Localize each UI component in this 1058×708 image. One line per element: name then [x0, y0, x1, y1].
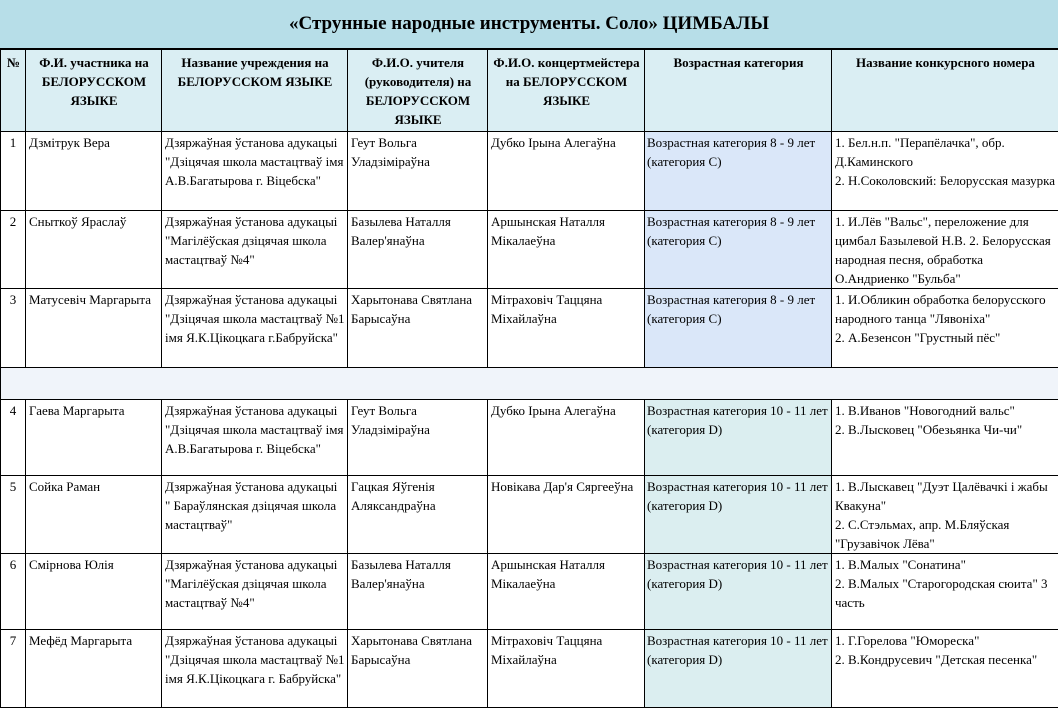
- accompanist-name: Дубко Ірына Алегаўна: [488, 400, 645, 476]
- row-num: 3: [1, 289, 26, 368]
- teacher-name: Геут Вольга Уладзіміраўна: [348, 132, 488, 211]
- teacher-name: Базылева Наталля Валер'янаўна: [348, 211, 488, 289]
- header-num: №: [1, 50, 26, 132]
- separator-cell: [26, 368, 162, 400]
- participant-name: Сныткоў Яраслаў: [26, 211, 162, 289]
- row-num: 2: [1, 211, 26, 289]
- school-name: Дзяржаўная ўстанова адукацыі "Магілёўская дзіцячая школа мастацтваў №4": [162, 211, 348, 289]
- age-category: Возрастная категория 8 - 9 лет (категория С): [645, 132, 832, 211]
- row-num: 5: [1, 476, 26, 554]
- table-row: [1, 476, 1058, 554]
- header-age: Возрастная категория: [645, 50, 832, 132]
- separator-cell: [348, 368, 488, 400]
- row-num: 6: [1, 554, 26, 630]
- school-name: Дзяржаўная ўстанова адукацыі "Дзіцячая школа мастацтваў імя А.В.Багатырова г. Віцебска": [162, 400, 348, 476]
- repertoire-item: 2. С.Стэльмах, апр. М.Бляўская "Грузавічок Лёва": [835, 515, 1056, 553]
- repertoire-item: 2. Н.Соколовский: Белорусская мазурка: [835, 171, 1056, 190]
- table-row: [1, 132, 1058, 211]
- separator-cell: [162, 368, 348, 400]
- table-row: [1, 554, 1058, 630]
- repertoire: [832, 630, 1058, 708]
- teacher-name: Гацкая Яўгенія Аляксандраўна: [348, 476, 488, 554]
- repertoire: [832, 289, 1058, 368]
- accompanist-name: Мітраховіч Таццяна Міхайлаўна: [488, 630, 645, 708]
- repertoire: [832, 400, 1058, 476]
- accompanist-name: Новікава Дар'я Сяргееўна: [488, 476, 645, 554]
- separator-cell: [832, 368, 1058, 400]
- separator-cell: [488, 368, 645, 400]
- repertoire-item: 1. Бел.н.п. "Перапёлачка", обр. Д.Каминского: [835, 133, 1056, 171]
- header-accompanist: Ф.И.О. концертмейстера на БЕЛОРУССКОМ ЯЗЫКЕ: [488, 50, 645, 132]
- participant-name: Мефёд Маргарыта: [26, 630, 162, 708]
- repertoire-item: 1. В.Лыскавец "Дуэт Цалёвачкі і жабы Квакуна": [835, 477, 1056, 515]
- header-school: Название учреждения на БЕЛОРУССКОМ ЯЗЫКЕ: [162, 50, 348, 132]
- header-name: Ф.И. участника на БЕЛОРУССКОМ ЯЗЫКЕ: [26, 50, 162, 132]
- age-category: Возрастная категория 10 - 11 лет (категория D): [645, 554, 832, 630]
- school-name: Дзяржаўная ўстанова адукацыі "Дзіцячая школа мастацтваў №1 імя Я.К.Цікоцкага г.Бабруйска": [162, 289, 348, 368]
- repertoire-item: 1. В.Малых "Сонатина": [835, 555, 1056, 574]
- school-name: Дзяржаўная ўстанова адукацыі " Бараўлянская дзіцячая школа мастацтваў": [162, 476, 348, 554]
- table-row: [1, 400, 1058, 476]
- repertoire-item: 2. В.Лысковец "Обезьянка Чи-чи": [835, 420, 1056, 439]
- teacher-name: Харытонава Святлана Барысаўна: [348, 630, 488, 708]
- separator-row: [1, 368, 1058, 400]
- participant-name: Матусевіч Маргарыта: [26, 289, 162, 368]
- teacher-name: Базылева Наталля Валер'янаўна: [348, 554, 488, 630]
- page-title: «Струнные народные инструменты. Соло» ЦИМБАЛЫ: [0, 0, 1058, 49]
- participant-name: Сойка Раман: [26, 476, 162, 554]
- age-category: Возрастная категория 10 - 11 лет (категория D): [645, 630, 832, 708]
- accompanist-name: Аршынская Наталля Мікалаеўна: [488, 211, 645, 289]
- repertoire: [832, 211, 1058, 289]
- school-name: Дзяржаўная ўстанова адукацыі "Дзіцячая школа мастацтваў імя А.В.Багатырова г. Віцебска": [162, 132, 348, 211]
- age-category: Возрастная категория 10 - 11 лет (категория D): [645, 476, 832, 554]
- age-category: Возрастная категория 8 - 9 лет (категория С): [645, 211, 832, 289]
- age-category: Возрастная категория 8 - 9 лет (категория С): [645, 289, 832, 368]
- row-num: 1: [1, 132, 26, 211]
- participants-table: [0, 49, 1058, 708]
- repertoire-item: 2. А.Безенсон "Грустный пёс": [835, 328, 1056, 347]
- accompanist-name: Мітраховіч Таццяна Міхайлаўна: [488, 289, 645, 368]
- accompanist-name: Дубко Ірына Алегаўна: [488, 132, 645, 211]
- header-repertoire: Название конкурсного номера: [832, 50, 1058, 132]
- repertoire-item: 2. В.Малых "Старогородская сюита" 3 часть: [835, 574, 1056, 612]
- header-teacher: Ф.И.О. учителя (руководителя) на БЕЛОРУССКОМ ЯЗЫКЕ: [348, 50, 488, 132]
- repertoire-item: 1. И.Обликин обработка белорусского народного танца "Лявоніха": [835, 290, 1056, 328]
- repertoire-item: 2. В.Кондрусевич "Детская песенка": [835, 650, 1056, 669]
- participant-name: Смірнова Юлія: [26, 554, 162, 630]
- participant-name: Дзмітрук Вера: [26, 132, 162, 211]
- teacher-name: Харытонава Святлана Барысаўна: [348, 289, 488, 368]
- row-num: 7: [1, 630, 26, 708]
- accompanist-name: Аршынская Наталля Мікалаеўна: [488, 554, 645, 630]
- table-row: [1, 211, 1058, 289]
- school-name: Дзяржаўная ўстанова адукацыі "Магілёўская дзіцячая школа мастацтваў №4": [162, 554, 348, 630]
- repertoire-item: 1. Г.Горелова "Юмореска": [835, 631, 1056, 650]
- table-header-row: [1, 50, 1058, 132]
- separator-cell: [1, 368, 26, 400]
- repertoire-item: 1. И.Лёв "Вальс", переложение для цимбал Базылевой Н.В. 2. Белорусская народная песня, обработка О.Андриенко "Бульба": [835, 212, 1056, 288]
- table-row: [1, 289, 1058, 368]
- school-name: Дзяржаўная ўстанова адукацыі "Дзіцячая школа мастацтваў №1 імя Я.К.Цікоцкага г. Бабруйска": [162, 630, 348, 708]
- row-num: 4: [1, 400, 26, 476]
- repertoire: [832, 132, 1058, 211]
- table-row: [1, 630, 1058, 708]
- participant-name: Гаева Маргарыта: [26, 400, 162, 476]
- repertoire: [832, 476, 1058, 554]
- teacher-name: Геут Вольга Уладзіміраўна: [348, 400, 488, 476]
- repertoire: [832, 554, 1058, 630]
- separator-cell: [645, 368, 832, 400]
- repertoire-item: 1. В.Иванов "Новогодний вальс": [835, 401, 1056, 420]
- age-category: Возрастная категория 10 - 11 лет (категория D): [645, 400, 832, 476]
